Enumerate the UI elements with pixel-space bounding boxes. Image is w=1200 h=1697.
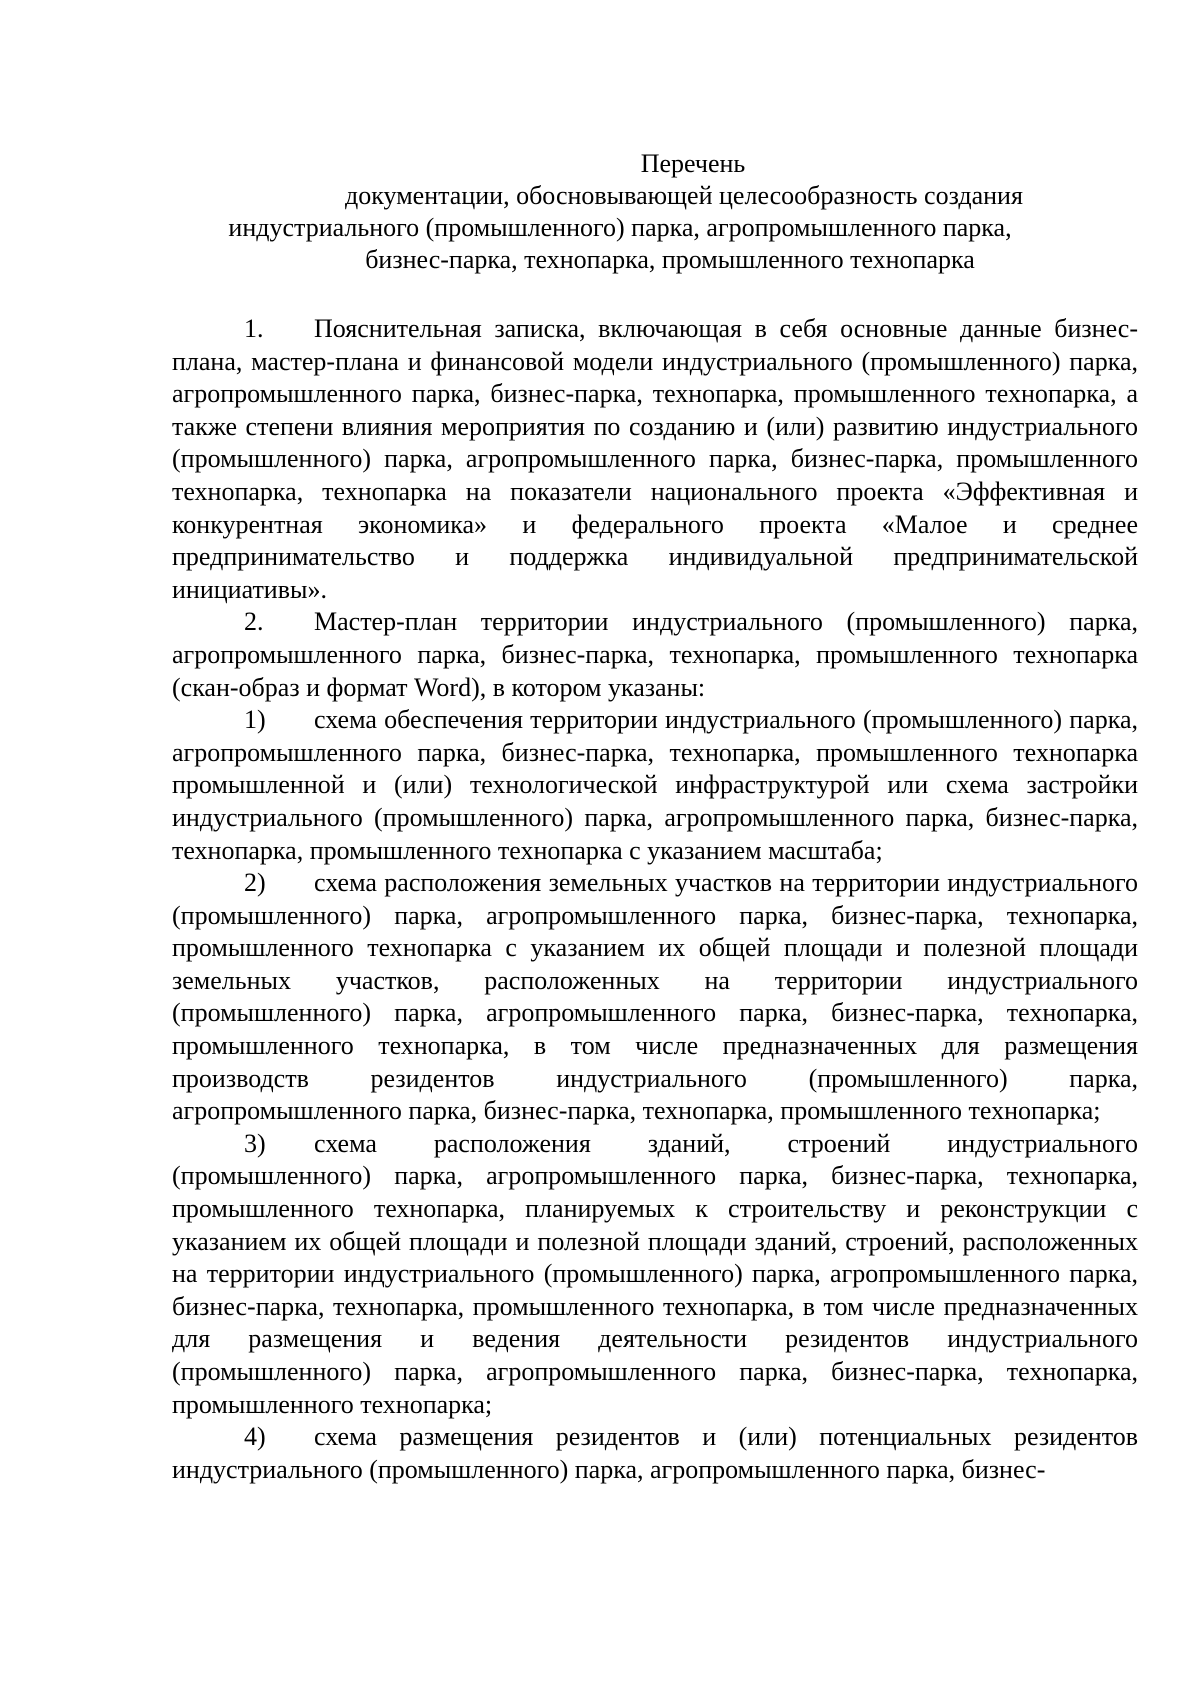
sub-item-3 xyxy=(172,1128,1138,1421)
item-text: Мастер-план территории индустриального (промышленного) парка, агропромышленного парка, бизнес-парка, технопарка, промышленного технопарка (скан-образ и формат Word), в котором указаны: xyxy=(172,607,1138,702)
item-text: Пояснительная записка, включающая в себя основные данные бизнес-плана, мастер-плана и финансовой модели индустриального (промышленного) парка, агропромышленного парка, бизнес-парка, технопарка, промышленного технопарка, а также степени влияния мероприятия по созданию и (или) развитию индустриального (промышленного) парка, агропромышленного парка, бизнес-парка, промышленного технопарка, технопарка на показатели национального проекта «Эффективная и конкурентная экономика» и федерального проекта «Малое и среднее предпринимательство и поддержка индивидуальной предпринимательской инициативы». xyxy=(172,314,1138,604)
item-number: 2) xyxy=(244,868,266,898)
sub-item-4 xyxy=(172,1421,1138,1486)
list-item-1 xyxy=(172,313,1138,606)
item-number: 2. xyxy=(244,607,264,637)
item-text: схема обеспечения территории индустриального (промышленного) парка, агропромышленного парка, бизнес-парка, технопарка, промышленного технопарка промышленной и (или) технологической инфраструктурой или схема застройки индустриального (промышленного) парка, агропромышленного парка, бизнес-парка, технопарка, промышленного технопарка с указанием масштаба; xyxy=(172,705,1138,865)
title-line-4: бизнес-парка, технопарка, промышленного технопарка xyxy=(365,245,975,274)
item-number: 1) xyxy=(244,705,266,735)
sub-item-1 xyxy=(172,704,1138,867)
title-line-1: Перечень xyxy=(640,149,746,178)
item-text: схема расположения земельных участков на территории индустриального (промышленного) парка, агропромышленного парка, бизнес-парка, технопарка, промышленного технопарка с указанием их общей площади и полезной площади земельных участков, расположенных на территории индустриального (промышленного) парка, агропромышленного парка, бизнес-парка, технопарка, промышленного технопарка, в том числе предназначенных для размещения производств резидентов индустриального (промышленного) парка, агропромышленного парка, бизнес-парка, технопарка, промышленного технопарка; xyxy=(172,868,1138,1126)
document-body xyxy=(172,313,1138,1486)
item-number: 1. xyxy=(244,314,264,343)
item-number: 4) xyxy=(244,1422,266,1452)
item-text: схема расположения зданий, строений индустриального (промышленного) парка, агропромышленного парка, бизнес-парка, технопарка, промышленного технопарка, планируемых к строительству и реконструкции с указанием их общей площади и полезной площади зданий, строений, расположенных на территории индустриального (промышленного) парка, агропромышленного парка, бизнес-парка, технопарка, промышленного технопарка, в том числе предназначенных для размещения и ведения деятельности резидентов индустриального (промышленного) парка, агропромышленного парка, бизнес-парка, технопарка, промышленного технопарка; xyxy=(172,1128,1138,1419)
title-line-2: документации, обосновывающей целесообразность создания xyxy=(345,181,1023,210)
document-title xyxy=(0,148,1200,276)
list-item-2 xyxy=(172,606,1138,704)
sub-item-2 xyxy=(172,867,1138,1128)
title-line-3: индустриального (промышленного) парка, агропромышленного парка, xyxy=(228,213,1012,242)
item-number: 3) xyxy=(244,1128,266,1158)
item-text: схема размещения резидентов и (или) потенциальных резидентов индустриального (промышленного) парка, агропромышленного парка, бизнес- xyxy=(172,1422,1138,1484)
